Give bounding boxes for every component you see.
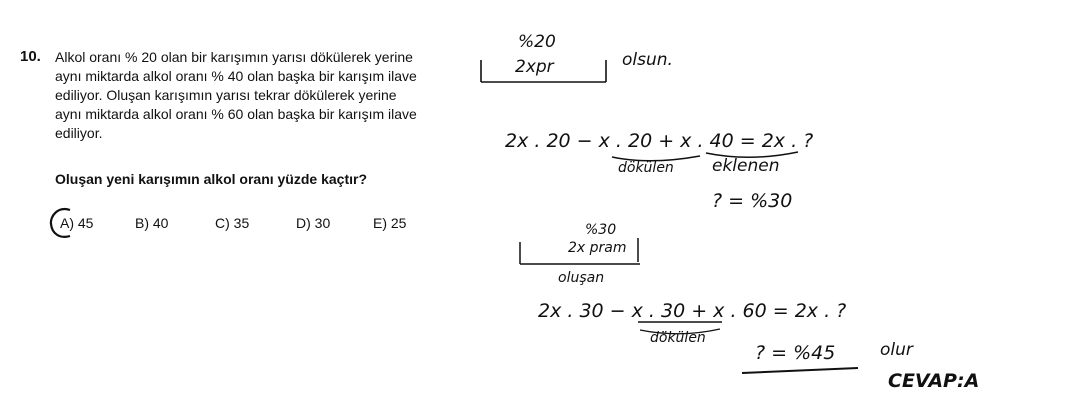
hw-box2-percent: %30 [585, 222, 617, 238]
question-number: 10. [20, 48, 41, 65]
hw-eq1-result: ? = %30 [712, 190, 793, 212]
hw-answer-word: CEVAP:A [888, 370, 980, 392]
option-c[interactable]: C) 35 [215, 215, 250, 231]
hw-eq2-result: ? = %45 [755, 342, 836, 364]
hw-box1-note: olsun. [622, 50, 673, 70]
hw-box2-label: oluşan [558, 270, 605, 286]
hw-eq2-note: olur [880, 340, 913, 360]
option-e[interactable]: E) 25 [373, 215, 407, 231]
hw-equation-2: 2x . 30 − x . 30 + x . 60 = 2x . ? [538, 300, 847, 322]
question-text: Alkol oranı % 20 olan bir karışımın yarısı dökülerek yerine aynı miktarda alkol oranı % 40 olan başka bir karışım ilave ediliyor. Oluşan karışımın yarısı tekrar dökülerek yerine aynı miktarda alkol oranı % 60 olan başka bir karışım ilave ediliyor. [55, 49, 417, 141]
question-prompt: Oluşan yeni karışımın alkol oranı yüzde kaçtır? [55, 171, 367, 187]
hw-eq1-label-poured: dökülen [618, 160, 674, 176]
option-a[interactable]: A) 45 [60, 215, 94, 231]
option-d[interactable]: D) 30 [296, 215, 331, 231]
hw-box1-amount: 2xpr [515, 57, 554, 77]
hw-eq2-label-poured: dökülen [650, 330, 706, 346]
hw-eq1-label-added: eklenen [712, 156, 780, 176]
hw-box1-percent: %20 [518, 32, 556, 52]
hw-equation-1: 2x . 20 − x . 20 + x . 40 = 2x . ? [505, 130, 814, 152]
option-b[interactable]: B) 40 [135, 215, 169, 231]
hw-box2-amount: 2x pram [568, 240, 627, 256]
